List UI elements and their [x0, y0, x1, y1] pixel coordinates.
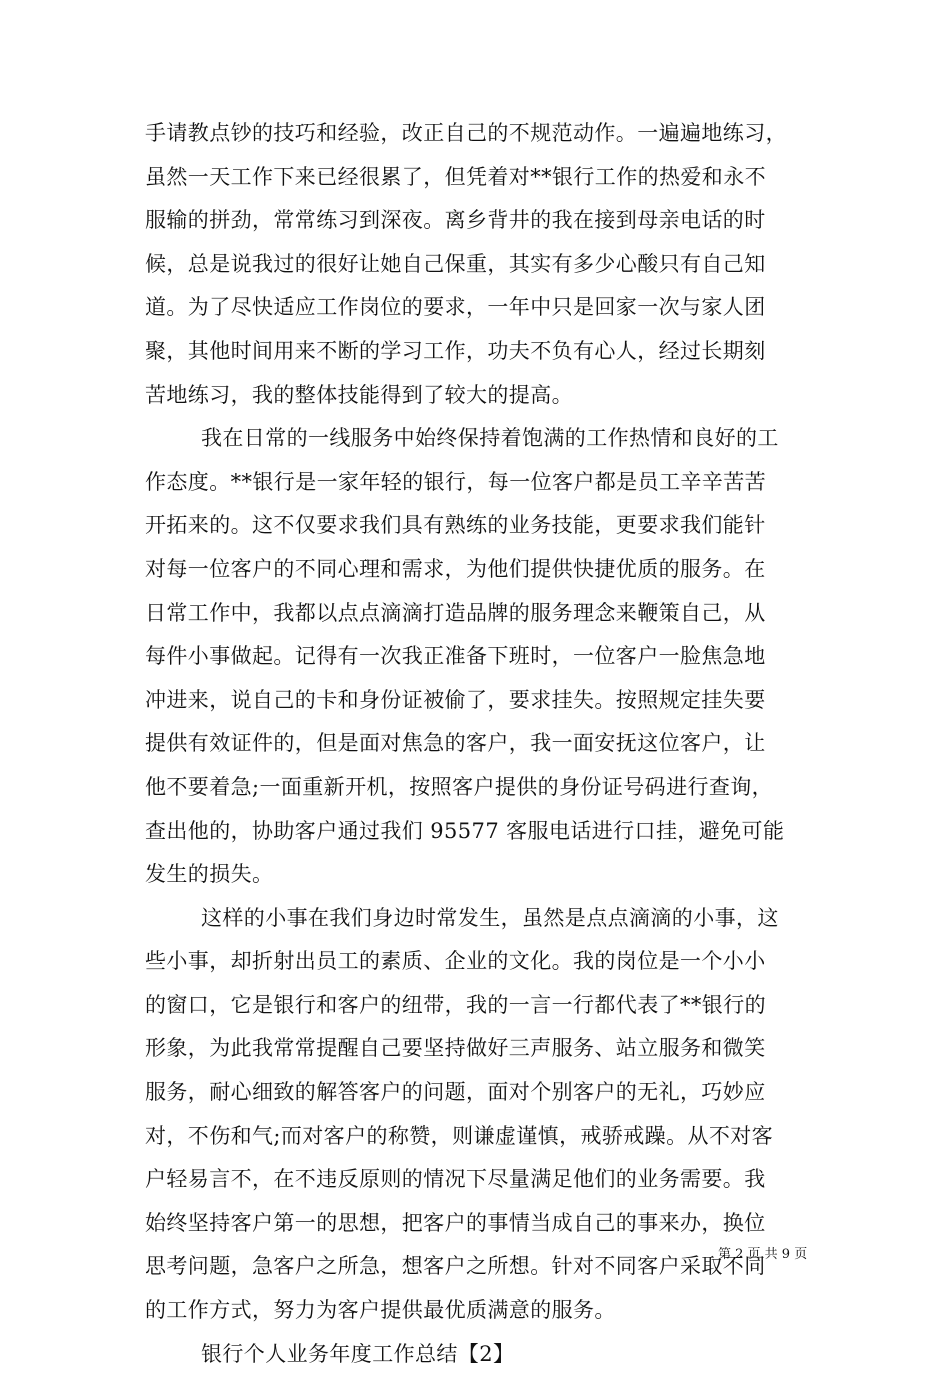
- section-heading: 银行个人业务年度工作总结【2】: [201, 1341, 515, 1366]
- text-line: 手请教点钞的技巧和经验，改正自己的不规范动作。一遍遍地练习，: [145, 121, 787, 145]
- paragraph-start-line: 这样的小事在我们身边时常发生，虽然是点点滴滴的小事，这: [201, 905, 779, 930]
- text-line: 日常工作中，我都以点点滴滴打造品牌的服务理念来鞭策自己，从: [145, 600, 766, 625]
- text-line: 查出他的，协助客户通过我们 95577 客服电话进行口挂，避免可能: [145, 818, 785, 843]
- text-line: 对，不伤和气;而对客户的称赞，则谦虚谨慎，戒骄戒躁。从不对客: [145, 1123, 774, 1148]
- text-line: 形象，为此我常常提醒自己要坚持做好三声服务、站立服务和微笑: [145, 1036, 766, 1061]
- text-line: 发生的损失。: [145, 862, 274, 887]
- text-line: 些小事，却折射出员工的素质、企业的文化。我的岗位是一个小小: [145, 949, 766, 974]
- text-line: 服务，耐心细致的解答客户的问题，面对个别客户的无礼，巧妙应: [145, 1080, 766, 1105]
- text-line: 每件小事做起。记得有一次我正准备下班时，一位客户一脸焦急地: [145, 644, 766, 669]
- text-line: 虽然一天工作下来已经很累了，但凭着对**银行工作的热爱和永不: [145, 164, 766, 189]
- text-line: 开拓来的。这不仅要求我们具有熟练的业务技能，更要求我们能针: [145, 513, 766, 538]
- text-line: 冲进来，说自己的卡和身份证被偷了，要求挂失。按照规定挂失要: [145, 687, 766, 712]
- text-line: 服输的拼劲，常常练习到深夜。离乡背井的我在接到母亲电话的时: [145, 208, 766, 233]
- text-line: 的工作方式，努力为客户提供最优质满意的服务。: [145, 1298, 616, 1323]
- text-line: 户轻易言不，在不违反原则的情况下尽量满足他们的业务需要。我: [145, 1167, 766, 1192]
- text-line: 对每一位客户的不同心理和需求，为他们提供快捷优质的服务。在: [145, 556, 766, 581]
- text-line: 作态度。**银行是一家年轻的银行，每一位客户都是员工辛辛苦苦: [145, 469, 766, 494]
- text-line: 的窗口，它是银行和客户的纽带，我的一言一行都代表了**银行的: [145, 992, 766, 1017]
- body-text: [145, 112, 815, 1376]
- paragraph-start-line: 我在日常的一线服务中始终保持着饱满的工作热情和良好的工: [201, 426, 779, 451]
- text-line: 思考问题，急客户之所急，想客户之所想。针对不同客户采取不同: [145, 1254, 766, 1279]
- text-line: 苦地练习，我的整体技能得到了较大的提高。: [145, 382, 573, 407]
- text-line: 候，总是说我过的很好让她自己保重，其实有多少心酸只有自己知: [145, 251, 766, 276]
- text-line: 他不要着急;一面重新开机，按照客户提供的身份证号码进行查询，: [145, 774, 774, 799]
- page-number-footer: 第 2 页 共 9 页: [718, 1247, 808, 1262]
- text-line: 始终坚持客户第一的思想，把客户的事情当成自己的事来办，换位: [145, 1210, 766, 1235]
- text-line: 道。为了尽快适应工作岗位的要求，一年中只是回家一次与家人团: [145, 295, 766, 320]
- text-line: 聚，其他时间用来不断的学习工作，功夫不负有心人，经过长期刻: [145, 338, 766, 363]
- text-line: 提供有效证件的，但是面对焦急的客户，我一面安抚这位客户，让: [145, 731, 766, 756]
